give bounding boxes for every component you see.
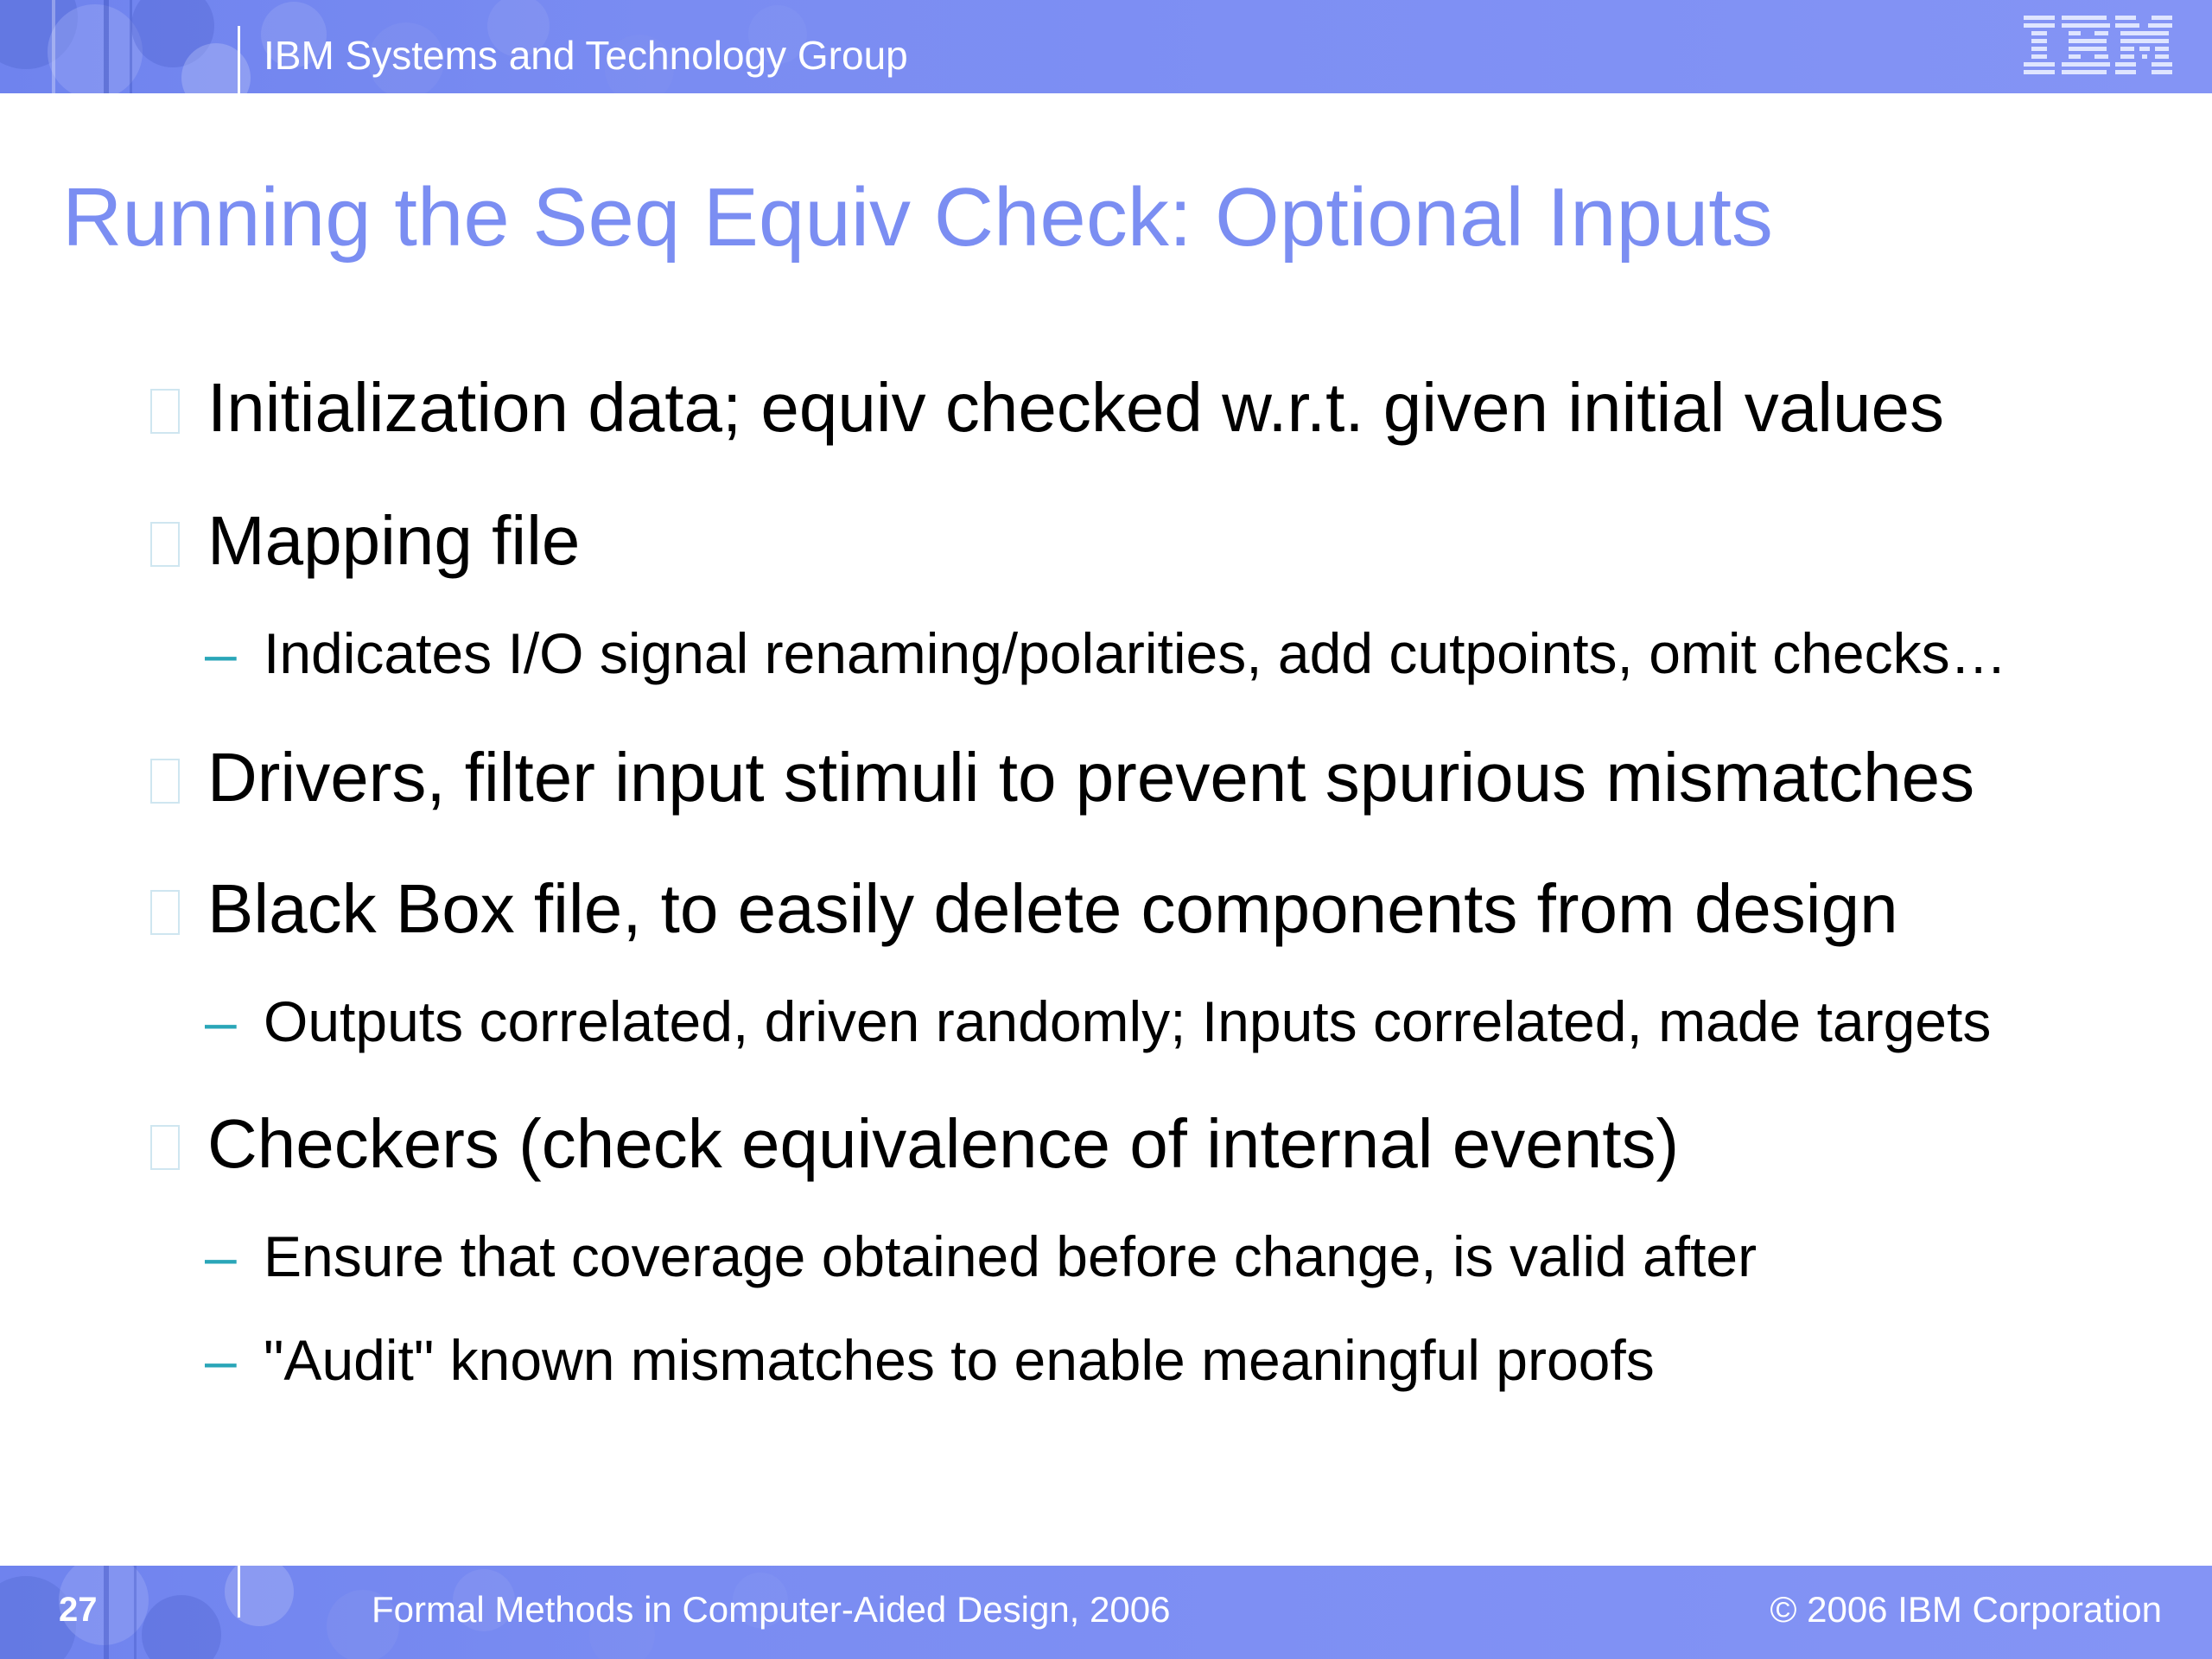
dash-icon: – [205, 621, 237, 685]
bullet-text: Initialization data; equiv checked w.r.t. given initial values [207, 369, 1945, 446]
sub-bullet-text: "Audit" known mismatches to enable meaningful proofs [264, 1328, 1655, 1392]
bullet-box-icon [150, 1125, 180, 1170]
bullet-text: Mapping file [207, 502, 581, 579]
page-number: 27 [59, 1591, 98, 1629]
footer-band [0, 1566, 2212, 1659]
bullet-item [207, 868, 1898, 950]
dash-icon: – [205, 1224, 237, 1288]
bullet-item [207, 1103, 1679, 1185]
sub-bullet-item [205, 619, 2007, 688]
bullet-text: Drivers, filter input stimuli to prevent spurious mismatches [207, 739, 1975, 816]
bullet-text: Black Box file, to easily delete components from design [207, 870, 1898, 947]
dash-icon: – [205, 989, 237, 1053]
bullet-item [207, 499, 580, 582]
slide-title: Running the Seq Equiv Check: Optional Inputs [62, 171, 1773, 264]
bullet-text: Checkers (check equivalence of internal events) [207, 1105, 1680, 1182]
bullet-box-icon [150, 890, 180, 935]
bullet-box-icon [150, 522, 180, 567]
sub-bullet-item [205, 1325, 1655, 1395]
sub-bullet-text: Indicates I/O signal renaming/polarities, add cutpoints, omit checks… [264, 621, 2007, 685]
group-name: IBM Systems and Technology Group [264, 33, 908, 78]
bullet-box-icon [150, 389, 180, 434]
sub-bullet-item [205, 987, 1992, 1056]
copyright: © 2006 IBM Corporation [1770, 1589, 2162, 1630]
sub-bullet-text: Ensure that coverage obtained before change, is valid after [264, 1224, 1758, 1288]
sub-bullet-item [205, 1222, 1758, 1291]
bullet-item [207, 366, 1944, 449]
dash-icon: – [205, 1328, 237, 1392]
sub-bullet-text: Outputs correlated, driven randomly; Inputs correlated, made targets [264, 989, 1992, 1053]
footer-divider [238, 1566, 240, 1618]
course-name: Formal Methods in Computer-Aided Design, 2006 [372, 1589, 1171, 1630]
bullet-box-icon [150, 759, 180, 804]
bullet-item [207, 736, 1974, 819]
